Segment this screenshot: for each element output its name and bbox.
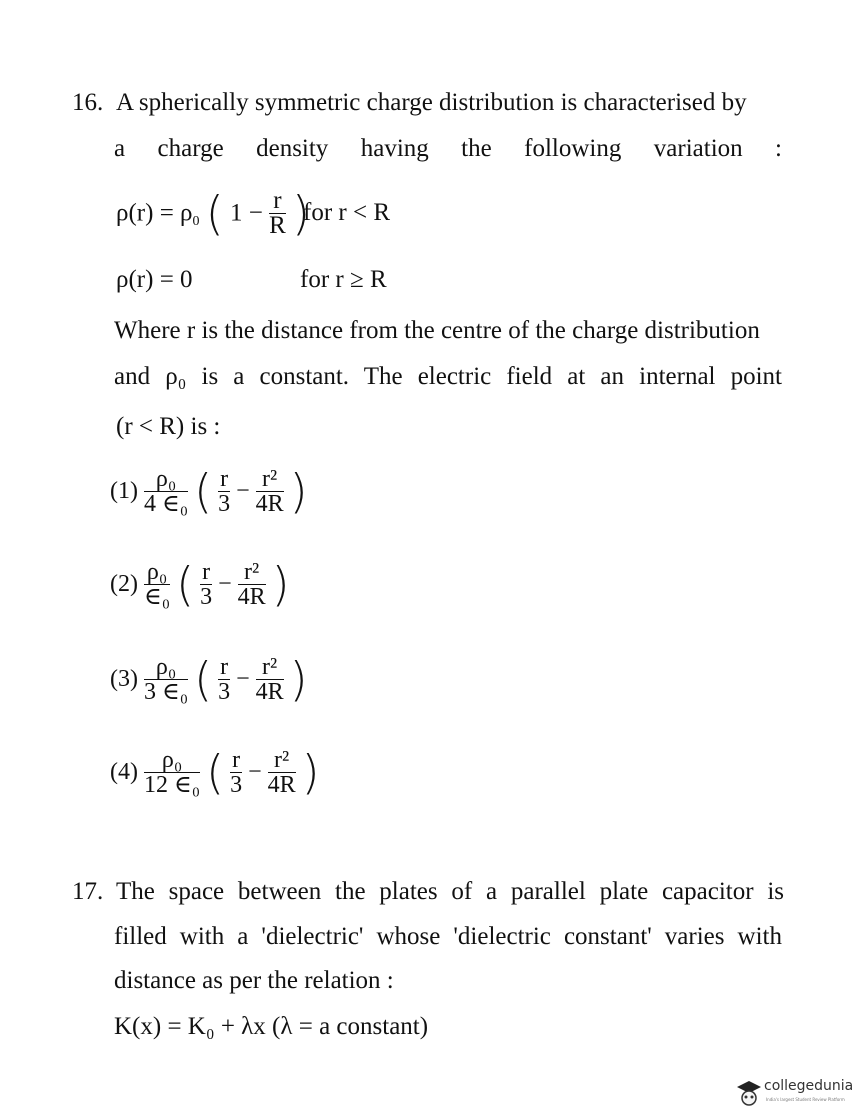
q16-condition-2: for r ≥ R [300, 266, 387, 293]
q16-density-equation: $\rho(r) = \rho_0$ ( 1 − $\frac{r}{R}$ ) [116, 186, 310, 241]
collegedunia-logo [736, 1076, 860, 1112]
q17-line-1: The space between the plates of a parallel plate capacitor is [116, 878, 784, 905]
graduate-cap-icon [736, 1078, 762, 1108]
q16-line-3: Where r is the distance from the centre of the charge distribution [114, 317, 760, 344]
q16-line-5: (r < R) is : [116, 413, 221, 440]
q17-line-2: filled with a 'dielectric' whose 'dielectric constant' varies with [114, 923, 782, 950]
q16-density-outside: ρ(r) = 0 [116, 266, 193, 293]
q16-condition-1: for r < R [303, 199, 390, 226]
q17-line-3: distance as per the relation : [114, 967, 394, 994]
option-3[interactable]: (3) $\frac{\text{ρ₀}}{\text{3 ∈₀}}$ ( $\frac{r}{3}$ − $\frac{\text{r²}}{4R}$ ) [110, 652, 308, 707]
q16-line-1: A spherically symmetric charge distribution is characterised by [116, 89, 747, 116]
r-over-R-fraction: $\frac{r}{R}$ [269, 187, 286, 239]
q17-number: 17. [72, 878, 104, 905]
q16-line-4: and ρ₀ is a constant. The electric field at an internal point [114, 363, 782, 390]
option-2[interactable]: (2) $\frac{\text{ρ₀}}{\text{∈₀}}$ ( $\frac{r}{3}$ − $\frac{\text{r²}}{4R}$ ) [110, 557, 290, 612]
brand-tagline: India's largest Student Review Platform [766, 1097, 845, 1102]
option-1[interactable]: (1) $\frac{\text{ρ₀}}{\text{4 ∈₀}}$ ( $\frac{r}{3}$ − $\frac{\text{r²}}{4R}$ ) [110, 464, 308, 519]
q17-equation: K(x) = K₀ + λx (λ = a constant) [114, 1013, 429, 1040]
q16-number: 16. [72, 89, 104, 116]
q16-line-2: a charge density having the following variation : [114, 135, 782, 162]
brand-name: collegedunia [764, 1078, 854, 1094]
option-4[interactable]: (4) $\frac{\text{ρ₀}}{\text{12 ∈₀}}$ ( $\frac{r}{3}$ − $\frac{\text{r²}}{4R}$ ) [110, 745, 320, 800]
